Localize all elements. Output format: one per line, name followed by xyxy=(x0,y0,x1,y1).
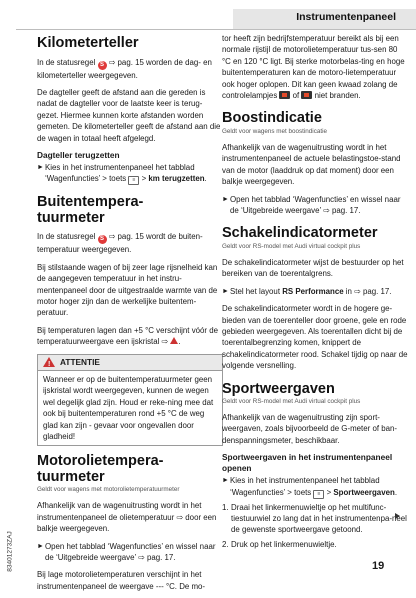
step-sport xyxy=(222,475,408,498)
arrow-right-icon: ► xyxy=(222,287,229,295)
text: tor heeft zijn bedrijfstemperatuur bereikt als bij een normale rijstijl de motorolietemperatuur tus-sen 80 °C en 120 °C ligt. Bij sterke motorbelas-ting en hoge buitentemperaturen kan de motoro-lietemperatuur ook hoger oplopen. Dit kan geen kwaad zolang de controlelampjes xyxy=(222,34,405,101)
right-column xyxy=(222,30,408,553)
text: Draai het linkermenuwieltje op het multifunc-tiestuurwiel zo lang dat in het instrumentenpa-neel de gewenste sportweergave getoond. xyxy=(231,502,407,535)
text: Open het tabblad ‘Wagenfuncties’ en wissel naar de ‘Uitgebreide weergave’ ⇨ pag. 17. xyxy=(230,194,401,215)
step-motorolie xyxy=(37,541,223,564)
kilometerteller-intro xyxy=(37,57,223,81)
step-number: 1. xyxy=(222,502,229,512)
text: niet branden. xyxy=(312,91,361,101)
page-number: 19 xyxy=(372,560,385,572)
section-title-boost: Boostindicatie xyxy=(222,110,322,127)
section-subtitle: Geldt voor wagens met boostindicatie xyxy=(222,127,328,135)
text: ATTENTIE xyxy=(60,356,100,367)
step-number: 2. xyxy=(222,539,229,549)
section-title-kilometerteller: Kilometerteller xyxy=(37,35,139,51)
text: > xyxy=(324,487,334,497)
text: In de statusregel xyxy=(37,57,98,67)
text: km terugzetten xyxy=(148,174,205,184)
text: Bij temperaturen lagen dan +5 °C verschijnt vóór de temperatuurweergave een ijskristal ⇨ xyxy=(37,325,219,347)
section-title-sport: Sportweergaven xyxy=(222,380,335,397)
text: Stel het layout xyxy=(230,286,283,296)
arrow-right-icon: ► xyxy=(37,542,44,550)
motorolie-low: Bij lage motorolietemperaturen verschijnt in het instrumentenpaneel de weergave --- °C. De mo- xyxy=(37,570,206,591)
warning-box xyxy=(37,354,223,447)
text: of xyxy=(290,91,302,101)
subheading-dagteller: Dagteller terugzetten xyxy=(37,149,120,160)
left-column xyxy=(37,30,223,598)
arrow-right-icon: ► xyxy=(37,163,44,171)
text: RS Performance xyxy=(282,286,344,296)
text: Kies in het instrumentenpaneel het tabblad ‘Wagenfuncties’ > toets xyxy=(230,476,380,497)
subheading-sport-open: Sportweergaven in het instrumentenpaneel openen xyxy=(222,452,393,474)
warning-body: Wanneer er op de buitentemperatuurmeter geen ijskristal wordt weergegeven, kunnen de wegen wel degelijk glad zijn. Houd er reke-ning mee dat ook bij buitentemperaturen rond +5 °C de weg glad kan zijn - gevaar voor ongevallen door gladheid! xyxy=(43,375,214,442)
oil-level-lamp-icon xyxy=(301,91,312,99)
text: Kies in het instrumentenpaneel het tabblad ‘Wagenfuncties’ > toets xyxy=(45,162,195,184)
section-subtitle: Geldt voor wagens met motorolietemperatuurmeter xyxy=(37,486,180,494)
numbered-step xyxy=(222,539,408,550)
page-header-title: Instrumentenpaneel xyxy=(296,11,396,23)
motorolie-continued xyxy=(222,33,408,101)
schakel-desc: De schakelindicatormeter wordt in de hogere ge-bieden van de toerenteller door groene, gele en rode gebieden weergegeven. Als toerentallen dicht bij de toerentalbegrenzing komen, knippert de schakelindicatormeter rood. Schakel tijdig op naar de volgende versnelling. xyxy=(222,304,408,371)
section-subtitle: Geldt voor RS-model met Audi virtual cockpit plus xyxy=(222,398,361,406)
continue-arrow-icon xyxy=(395,513,400,519)
warning-header xyxy=(38,355,222,371)
warning-triangle-icon xyxy=(170,337,178,344)
section-title-motorolie: Motorolietempera- tuurmeter xyxy=(37,453,164,485)
buitentemp-desc: Bij stilstaande wagen of bij zeer lage rijsnelheid kan de aangegeven temperatuur in het instru-mentenpaneel door de uitgestraalde warmte van de motor hoger zijn dan de werkelijke buitentem-peratuur. xyxy=(37,262,218,318)
text: In de statusregel xyxy=(37,232,98,242)
status-s-icon: S xyxy=(98,235,107,244)
sport-intro: Afhankelijk van de wagenuitrusting zijn sport-weergaven, zoals bijvoorbeeld de G-meter of ban-denspanningsmeter, beschikbaar. xyxy=(222,413,398,445)
section-subtitle: Geldt voor RS-model met Audi virtual cockpit plus xyxy=(222,242,361,250)
text: Open het tabblad ‘Wagenfuncties’ en wissel naar de ‘Uitgebreide weergave’ ⇨ pag. 17. xyxy=(45,541,216,563)
menu-icon: ≡ xyxy=(313,490,324,499)
step-reset-trip xyxy=(37,162,223,185)
text: in ⇨ pag. 17. xyxy=(343,286,392,296)
step-schakel xyxy=(222,286,408,297)
numbered-step xyxy=(222,502,408,536)
header-band xyxy=(233,9,416,29)
boost-intro: Afhankelijk van de wagenuitrusting wordt in het instrumentenpaneel de actuele belastingstoe-stand van de motor (laaddruk op dat moment) door een balkje weergegeven. xyxy=(222,142,401,187)
warning-triangle-icon: ! xyxy=(43,357,55,367)
buitentemp-intro xyxy=(37,231,223,255)
text: Druk op het linkermenuwieltje. xyxy=(231,539,337,549)
text: . xyxy=(204,174,207,184)
section-title-schakel: Schakelindicatormeter xyxy=(222,225,378,242)
buitentemp-ice: Bij temperaturen lagen dan +5 °C verschijnt vóór de temperatuurweergave een ijskristal ⇨ . xyxy=(37,325,219,347)
motorolie-intro: Afhankelijk van de wagenuitrusting wordt in het instrumentenpaneel de olietemperatuur ⇨ door een balkje weergegeven. xyxy=(37,501,217,534)
document-code: 83401273ZAJ xyxy=(6,531,14,572)
text: Sportweergaven xyxy=(333,487,395,497)
text: > xyxy=(139,174,149,184)
section-title-buitentemperatuur: Buitentempera- tuurmeter xyxy=(37,194,144,226)
text: ⇨ pag. 15 wordt de buiten-temperatuur weergegeven. xyxy=(37,232,203,255)
step-boost xyxy=(222,194,408,217)
menu-icon: ≡ xyxy=(128,176,139,185)
status-s-icon: S xyxy=(98,61,107,70)
text: . xyxy=(394,487,398,497)
kilometerteller-desc: De dagteller geeft de afstand aan die gereden is nadat de dagteller voor de laatste keer is terug-gezet. Hiermee kunnen korte afstanden worden gemeten. De kilometerteller geeft de afstand aan die de wagen in totaal heeft afgelegd. xyxy=(37,87,221,143)
arrow-right-icon: ► xyxy=(222,195,229,203)
oil-warning-lamp-icon xyxy=(279,91,290,99)
text: ⇨ pag. 15 worden de dag- en kilometerteller weergegeven. xyxy=(37,57,212,80)
arrow-right-icon: ► xyxy=(222,477,229,485)
schakel-intro: De schakelindicatormeter wijst de bestuurder op het bereiken van de toerentalgrens. xyxy=(222,257,404,279)
